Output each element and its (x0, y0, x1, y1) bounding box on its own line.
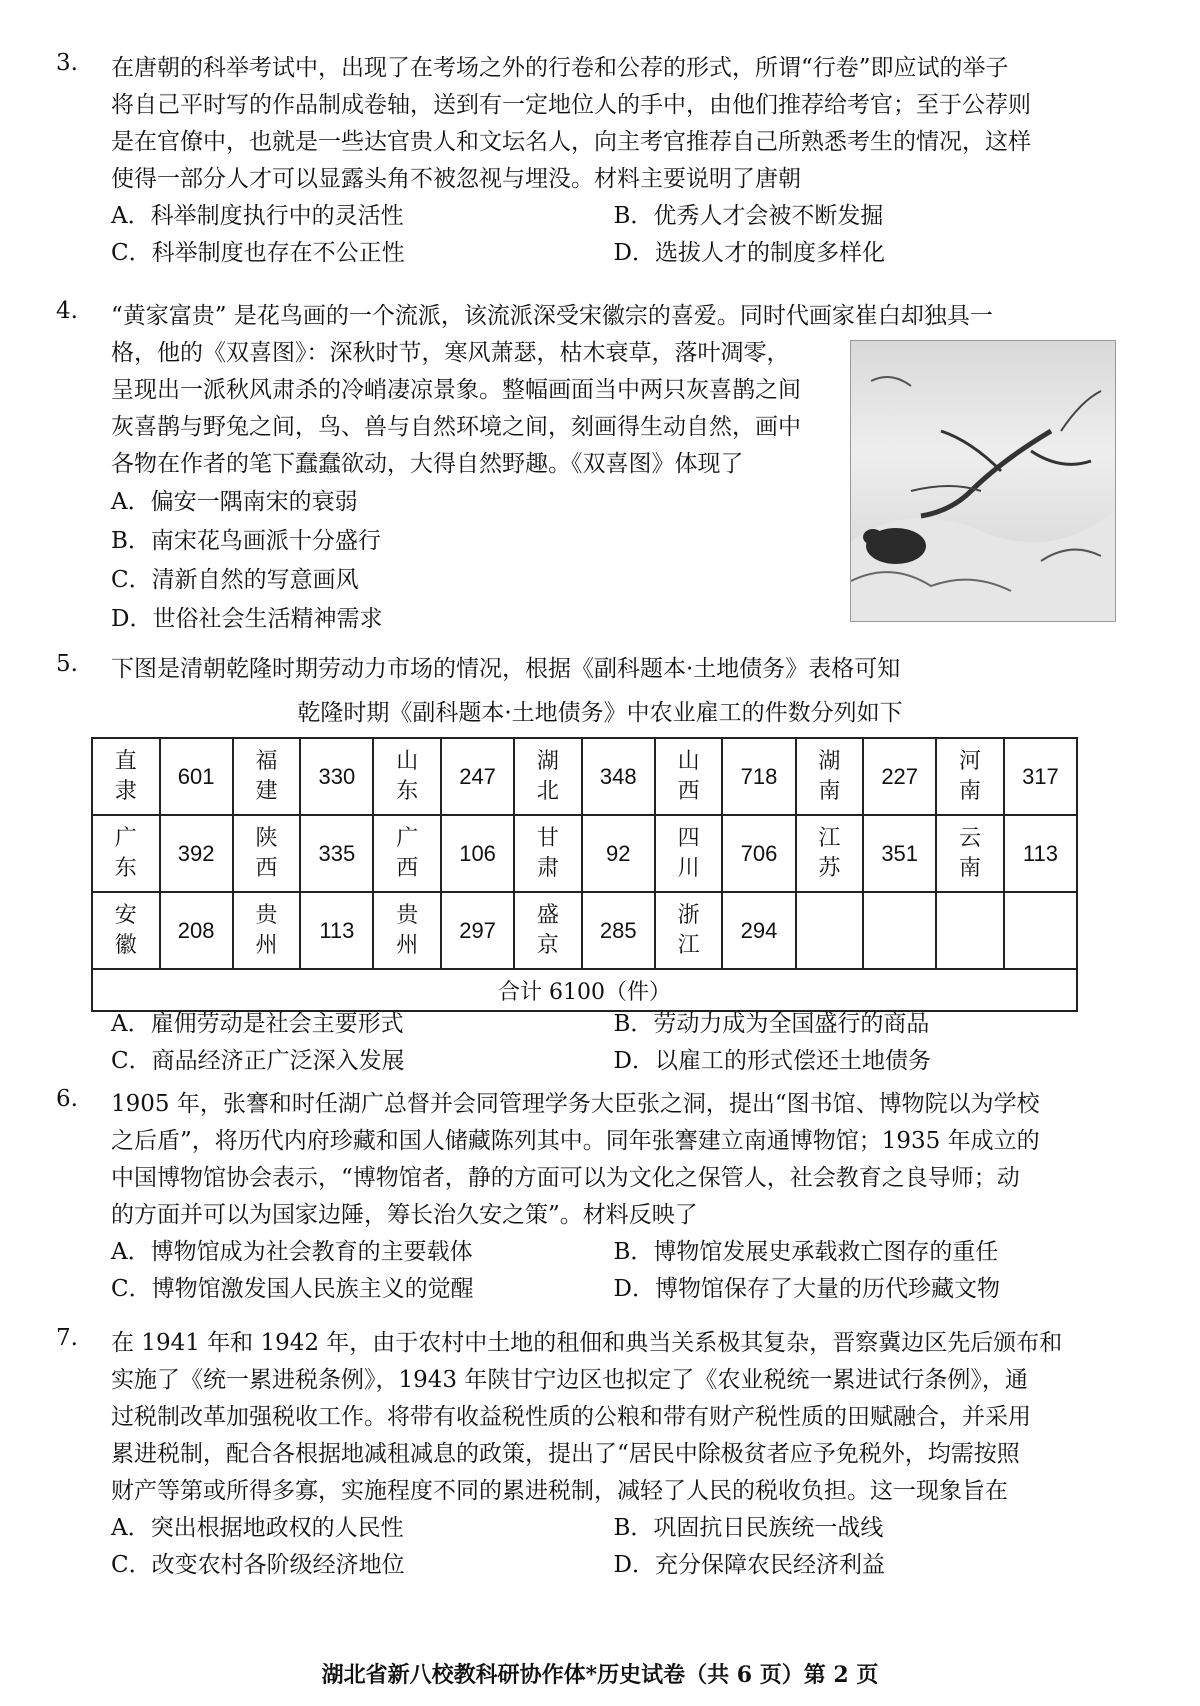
question-number: 4. (56, 298, 78, 324)
stem-line: 累进税制，配合各根据地减租减息的政策，提出了“居民中除极贫者应予免税外，均需按照 (111, 1441, 1020, 1467)
province-char: 福 (255, 748, 278, 774)
count-cell: 106 (441, 815, 514, 892)
options (111, 1234, 1116, 1308)
stem-line: 1905 年，张謇和时任湖广总督并会同管理学务大臣张之洞，提出“图书馆、博物院以为学校 (111, 1091, 1040, 1117)
option-c[interactable]: C．博物馆激发国人民族主义的觉醒 (111, 1276, 474, 1302)
province-char: 广 (396, 825, 419, 851)
province-cell (796, 892, 864, 969)
province-char: 隶 (114, 778, 137, 804)
stem-line: 格，他的《双喜图》：深秋时节，寒风萧瑟，枯木衰草，落叶凋零， (111, 340, 790, 366)
count-cell: 601 (160, 738, 233, 815)
province-char: 广 (114, 825, 137, 851)
count-cell (863, 892, 936, 969)
stem-line: 下图是清朝乾隆时期劳动力市场的情况，根据《副科题本·土地债务》表格可知 (111, 656, 901, 682)
count-cell: 113 (1004, 815, 1077, 892)
option-b[interactable]: B．南宋花鸟画派十分盛行 (111, 528, 381, 554)
question-stem (111, 1086, 1116, 1234)
count-cell: 348 (582, 738, 655, 815)
options (111, 1006, 1116, 1080)
province-char: 京 (536, 932, 559, 958)
province-char: 东 (114, 855, 137, 881)
province-char: 肃 (536, 855, 559, 881)
stem-line: 的方面并可以为国家边陲，筹长治久安之策”。材料反映了 (111, 1202, 698, 1228)
province-char: 湖 (818, 748, 841, 774)
province-char: 南 (959, 778, 982, 804)
question-5 (56, 651, 1116, 688)
province-cell (514, 738, 582, 815)
count-cell: 113 (300, 892, 373, 969)
province-char: 浙 (677, 902, 700, 928)
question-number: 6. (56, 1086, 78, 1112)
province-cell (233, 892, 301, 969)
province-char: 江 (677, 932, 700, 958)
option-d[interactable]: D．博物馆保存了大量的历代珍藏文物 (613, 1276, 1000, 1302)
count-cell (1004, 892, 1077, 969)
table-total: 合计 6100（件） (92, 969, 1077, 1011)
province-char: 北 (536, 778, 559, 804)
question-number: 7. (56, 1325, 78, 1351)
province-char: 贵 (255, 902, 278, 928)
province-cell (936, 815, 1004, 892)
province-char: 陕 (255, 825, 278, 851)
count-cell: 351 (863, 815, 936, 892)
count-cell: 330 (300, 738, 373, 815)
stem-line: 呈现出一派秋风肃杀的冷峭凄凉景象。整幅画面当中两只灰喜鹊之间 (111, 377, 801, 403)
question-number: 5. (56, 651, 78, 677)
option-a[interactable]: A．偏安一隅南宋的衰弱 (111, 489, 358, 515)
painting-illustration (851, 341, 1115, 621)
stem-line: 在 1941 年和 1942 年，由于农村中土地的租佃和典当关系极其复杂，晋察冀边区先后颁布和 (111, 1330, 1063, 1356)
stem-line: 灰喜鹊与野兔之间，鸟、兽与自然环境之间，刻画得生动自然，画中 (111, 414, 801, 440)
count-cell: 297 (441, 892, 514, 969)
province-cell (655, 892, 723, 969)
province-char: 西 (396, 855, 419, 881)
province-char: 直 (114, 748, 137, 774)
province-char: 安 (114, 902, 137, 928)
province-char: 川 (677, 855, 700, 881)
province-cell (373, 892, 441, 969)
province-char: 江 (818, 825, 841, 851)
question-number: 3. (56, 50, 78, 76)
stem-line: 实施了《统一累进税条例》，1943 年陕甘宁边区也拟定了《农业税统一累进试行条例》，通 (111, 1367, 1028, 1393)
province-cell (655, 738, 723, 815)
option-c[interactable]: C．商品经济正广泛深入发展 (111, 1048, 405, 1074)
count-cell: 208 (160, 892, 233, 969)
labor-table (91, 737, 1078, 1012)
province-char: 甘 (536, 825, 559, 851)
province-cell (92, 892, 160, 969)
option-d[interactable]: D．选拔人才的制度多样化 (613, 240, 885, 266)
province-char: 盛 (536, 902, 559, 928)
province-cell (514, 892, 582, 969)
province-cell (92, 815, 160, 892)
table-row (92, 815, 1077, 892)
province-char: 山 (396, 748, 419, 774)
stem-line: 过税制改革加强税收工作。将带有收益税性质的公粮和带有财产税性质的田赋融合，并采用 (111, 1404, 1031, 1430)
stem-line: 在唐朝的科举考试中，出现了在考场之外的行卷和公荐的形式，所谓“行卷”即应试的举子 (111, 55, 1009, 81)
count-cell: 294 (722, 892, 795, 969)
province-cell (233, 738, 301, 815)
option-a[interactable]: A．博物馆成为社会教育的主要载体 (111, 1239, 473, 1265)
option-b[interactable]: B．优秀人才会被不断发掘 (613, 203, 884, 229)
question-stem (111, 651, 1116, 688)
question-6 (56, 1086, 1116, 1308)
question-stem (111, 1325, 1116, 1510)
option-b[interactable]: B．博物馆发展史承载救亡图存的重任 (613, 1239, 999, 1265)
painting-image (850, 340, 1116, 622)
province-cell (92, 738, 160, 815)
province-cell (514, 815, 582, 892)
province-char: 南 (959, 855, 982, 881)
province-cell (373, 738, 441, 815)
count-cell: 706 (722, 815, 795, 892)
count-cell: 92 (582, 815, 655, 892)
question-stem (111, 50, 1116, 198)
stem-line: “黄家富贵” 是花鸟画的一个流派，该流派深受宋徽宗的喜爱。同时代画家崔白却独具一 (111, 303, 993, 329)
stem-line: 将自己平时写的作品制成卷轴，送到有一定地位人的手中，由他们推荐给考官；至于公荐则 (111, 92, 1031, 118)
province-cell (796, 738, 864, 815)
count-cell: 227 (863, 738, 936, 815)
province-cell (655, 815, 723, 892)
count-cell: 317 (1004, 738, 1077, 815)
option-d[interactable]: D．以雇工的形式偿还土地债务 (613, 1048, 931, 1074)
province-cell (936, 738, 1004, 815)
table-total-row (92, 969, 1077, 1011)
option-d[interactable]: D．世俗社会生活精神需求 (111, 606, 383, 632)
count-cell: 335 (300, 815, 373, 892)
option-a[interactable]: A．雇佣劳动是社会主要形式 (111, 1011, 404, 1037)
province-cell (796, 815, 864, 892)
question-5-options (56, 1006, 1116, 1080)
province-cell (373, 815, 441, 892)
option-a[interactable]: A．科举制度执行中的灵活性 (111, 203, 404, 229)
table-row (92, 892, 1077, 969)
province-char: 河 (959, 748, 982, 774)
province-char: 徽 (114, 932, 137, 958)
option-b[interactable]: B．巩固抗日民族统一战线 (613, 1515, 884, 1541)
province-char: 西 (255, 855, 278, 881)
province-char: 苏 (818, 855, 841, 881)
options (111, 198, 1116, 272)
option-c[interactable]: C．改变农村各阶级经济地位 (111, 1552, 405, 1578)
count-cell: 718 (722, 738, 795, 815)
stem-line: 使得一部分人才可以显露头角不被忽视与埋没。材料主要说明了唐朝 (111, 166, 801, 192)
province-char: 云 (959, 825, 982, 851)
province-char: 建 (255, 778, 278, 804)
table-title: 乾隆时期《副科题本·土地债务》中农业雇工的件数分列如下 (297, 700, 903, 726)
stem-line: 之后盾”，将历代内府珍藏和国人储藏陈列其中。同年张謇建立南通博物馆；1935 年成立的 (111, 1128, 1040, 1154)
province-char: 东 (396, 778, 419, 804)
count-cell: 247 (441, 738, 514, 815)
count-cell: 392 (160, 815, 233, 892)
option-c[interactable]: C．科举制度也存在不公正性 (111, 240, 405, 266)
province-char: 贵 (396, 902, 419, 928)
option-c[interactable]: C．清新自然的写意画风 (111, 567, 359, 593)
province-cell (936, 892, 1004, 969)
province-char: 湖 (536, 748, 559, 774)
stem-line: 中国博物馆协会表示，“博物馆者，静的方面可以为文化之保管人，社会教育之良导师；动 (111, 1165, 1020, 1191)
province-char: 州 (396, 932, 419, 958)
option-a[interactable]: A．突出根据地政权的人民性 (111, 1515, 404, 1541)
province-cell (233, 815, 301, 892)
stem-line: 财产等第或所得多寡，实施程度不同的累进税制，减轻了人民的税收负担。这一现象旨在 (111, 1478, 1008, 1504)
options (111, 1510, 1116, 1584)
stem-line: 各物在作者的笔下蠢蠢欲动，大得自然野趣。《双喜图》体现了 (111, 451, 744, 477)
province-char: 四 (677, 825, 700, 851)
option-d[interactable]: D．充分保障农民经济利益 (613, 1552, 885, 1578)
option-b[interactable]: B．劳动力成为全国盛行的商品 (613, 1011, 930, 1037)
question-3 (56, 50, 1116, 272)
province-char: 山 (677, 748, 700, 774)
count-cell: 285 (582, 892, 655, 969)
province-char: 南 (818, 778, 841, 804)
page-footer: 湖北省新八校教科研协作体*历史试卷（共 6 页）第 2 页 (321, 1662, 879, 1688)
stem-line: 是在官僚中，也就是一些达官贵人和文坛名人，向主考官推荐自己所熟悉考生的情况，这样 (111, 129, 1031, 155)
province-char: 西 (677, 778, 700, 804)
question-7 (56, 1325, 1116, 1584)
province-char: 州 (255, 932, 278, 958)
table-row (92, 738, 1077, 815)
